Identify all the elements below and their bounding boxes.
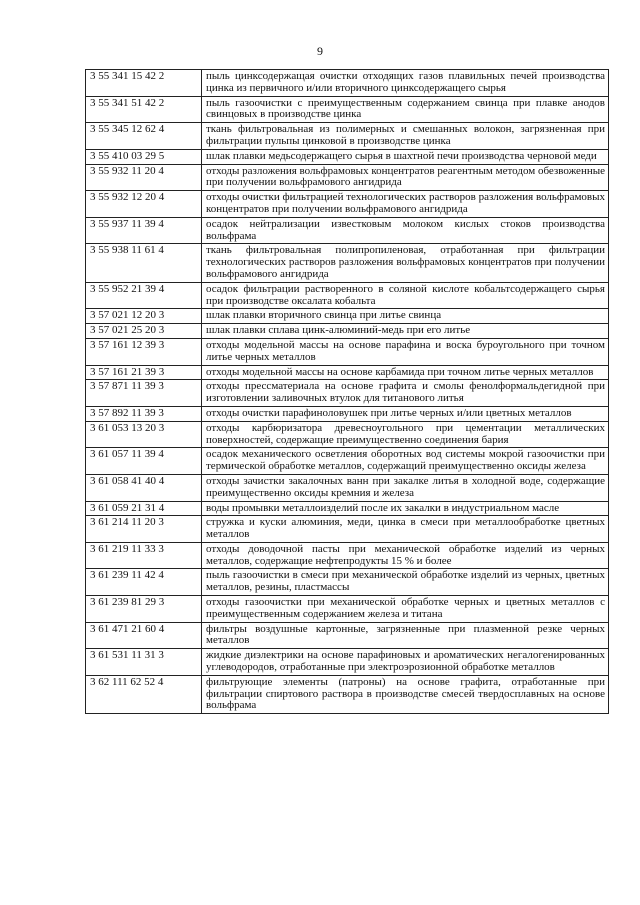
waste-description-cell: жидкие диэлектрики на основе парафиновых и ароматических негалогенированных углеводородов, отработанные при электроэрозионной обработке металлов (202, 649, 609, 676)
table-body (86, 70, 609, 714)
waste-description-cell: осадок механического осветления оборотных вод системы мокрой газоочистки при термической обработке металлов, содержащий преимущественно оксиды железа (202, 448, 609, 475)
waste-description-cell: пыль газоочистки в смеси при механической обработке изделий из черных, цветных металлов, резины, пластмассы (202, 569, 609, 596)
table-row (86, 191, 609, 218)
waste-code-cell: 3 61 214 11 20 3 (86, 516, 202, 543)
table-row (86, 542, 609, 569)
table-row (86, 123, 609, 150)
waste-description-cell: ткань фильтровальная полипропиленовая, отработанная при фильтрации технологических растворов разложения вольфрамовых концентратов при получении вольфрамового ангидрида (202, 244, 609, 282)
waste-description-cell: фильтрующие элементы (патроны) на основе графита, отработанные при фильтрации спиртового раствора в производстве смесей твердосплавных на основе вольфрама (202, 675, 609, 713)
waste-code-cell: 3 57 021 12 20 3 (86, 309, 202, 324)
waste-code-cell: 3 61 239 11 42 4 (86, 569, 202, 596)
waste-code-cell: 3 55 341 51 42 2 (86, 96, 202, 123)
table-row (86, 164, 609, 191)
waste-description-cell: шлак плавки сплава цинк-алюминий-медь при его литье (202, 324, 609, 339)
table-row (86, 421, 609, 448)
waste-code-cell: 3 57 161 21 39 3 (86, 365, 202, 380)
waste-description-cell: отходы очистки парафиноловушек при литье черных и/или цветных металлов (202, 406, 609, 421)
waste-description-cell: отходы модельной массы на основе карбамида при точном литье черных металлов (202, 365, 609, 380)
waste-description-cell: шлак плавки вторичного свинца при литье свинца (202, 309, 609, 324)
table-row (86, 282, 609, 309)
table-row (86, 448, 609, 475)
waste-description-cell: пыль цинксодержащая очистки отходящих газов плавильных печей производства цинка из первичного и/или вторичного цинксодержащего сырья (202, 70, 609, 97)
waste-description-cell: шлак плавки медьсодержащего сырья в шахтной печи производства черновой меди (202, 149, 609, 164)
waste-description-cell: воды промывки металлоизделий после их закалки в индустриальном масле (202, 501, 609, 516)
table-row (86, 70, 609, 97)
page-number: 9 (317, 44, 323, 58)
waste-description-cell: отходы зачистки закалочных ванн при закалке литья в холодной воде, содержащие преимущественно оксиды кремния и железа (202, 474, 609, 501)
waste-code-cell: 3 61 058 41 40 4 (86, 474, 202, 501)
waste-code-table (85, 69, 609, 714)
table-row (86, 338, 609, 365)
waste-description-cell: отходы доводочной пасты при механической обработке изделий из черных металлов, содержащие нефтепродукты 15 % и более (202, 542, 609, 569)
waste-description-cell: отходы очистки фильтрацией технологических растворов разложения вольфрамовых концентратов при получении вольфрамового ангидрида (202, 191, 609, 218)
waste-description-cell: отходы модельной массы на основе парафина и воска буроугольного при точном литье черных металлов (202, 338, 609, 365)
table-row (86, 217, 609, 244)
waste-code-cell: 3 61 053 13 20 3 (86, 421, 202, 448)
waste-description-cell: стружка и куски алюминия, меди, цинка в смеси при металлообработке цветных металлов (202, 516, 609, 543)
table-row (86, 516, 609, 543)
waste-code-cell: 3 61 057 11 39 4 (86, 448, 202, 475)
table-row (86, 244, 609, 282)
table-row (86, 569, 609, 596)
waste-code-cell: 3 57 161 12 39 3 (86, 338, 202, 365)
waste-code-cell: 3 57 021 25 20 3 (86, 324, 202, 339)
table-row (86, 149, 609, 164)
table-row (86, 380, 609, 407)
waste-description-cell: пыль газоочистки с преимущественным содержанием свинца при плавке анодов свинцовых в производстве цинка (202, 96, 609, 123)
waste-description-cell: отходы газоочистки при механической обработке черных и цветных металлов с преимущественным содержанием железа и титана (202, 596, 609, 623)
table-row (86, 501, 609, 516)
waste-code-cell: 3 55 952 21 39 4 (86, 282, 202, 309)
waste-description-cell: отходы разложения вольфрамовых концентратов реагентным методом обезвоженные при получении вольфрамового ангидрида (202, 164, 609, 191)
waste-code-cell: 3 55 932 12 20 4 (86, 191, 202, 218)
table-row (86, 474, 609, 501)
waste-code-cell: 3 61 471 21 60 4 (86, 622, 202, 649)
waste-description-cell: осадок фильтрации растворенного в соляной кислоте кобальтсодержащего сырья при производстве оксалата кобальта (202, 282, 609, 309)
waste-description-cell: фильтры воздушные картонные, загрязненные при плазменной резке черных металлов (202, 622, 609, 649)
waste-code-cell: 3 61 059 21 31 4 (86, 501, 202, 516)
waste-description-cell: осадок нейтрализации известковым молоком кислых стоков производства вольфрама (202, 217, 609, 244)
waste-code-cell: 3 57 892 11 39 3 (86, 406, 202, 421)
waste-code-cell: 3 55 341 15 42 2 (86, 70, 202, 97)
waste-code-cell: 3 55 932 11 20 4 (86, 164, 202, 191)
waste-code-cell: 3 61 219 11 33 3 (86, 542, 202, 569)
waste-code-cell: 3 57 871 11 39 3 (86, 380, 202, 407)
table-row (86, 596, 609, 623)
waste-code-cell: 3 61 239 81 29 3 (86, 596, 202, 623)
waste-code-cell: 3 55 938 11 61 4 (86, 244, 202, 282)
table-row (86, 96, 609, 123)
table-row (86, 622, 609, 649)
waste-description-cell: отходы карбюризатора древесноугольного при цементации металлических поверхностей, содержащие преимущественно соединения бария (202, 421, 609, 448)
waste-description-cell: ткань фильтровальная из полимерных и смешанных волокон, загрязненная при фильтрации пульпы цинковой в производстве цинка (202, 123, 609, 150)
table-row (86, 649, 609, 676)
table-row (86, 365, 609, 380)
table-row (86, 324, 609, 339)
waste-code-cell: 3 55 345 12 62 4 (86, 123, 202, 150)
table-row (86, 675, 609, 713)
waste-code-cell: 3 62 111 62 52 4 (86, 675, 202, 713)
waste-code-cell: 3 55 937 11 39 4 (86, 217, 202, 244)
table-row (86, 406, 609, 421)
waste-code-cell: 3 61 531 11 31 3 (86, 649, 202, 676)
waste-code-cell: 3 55 410 03 29 5 (86, 149, 202, 164)
table-row (86, 309, 609, 324)
waste-description-cell: отходы прессматериала на основе графита и смолы фенолформальдегидной при изготовлении заливочных втулок для титанового литья (202, 380, 609, 407)
